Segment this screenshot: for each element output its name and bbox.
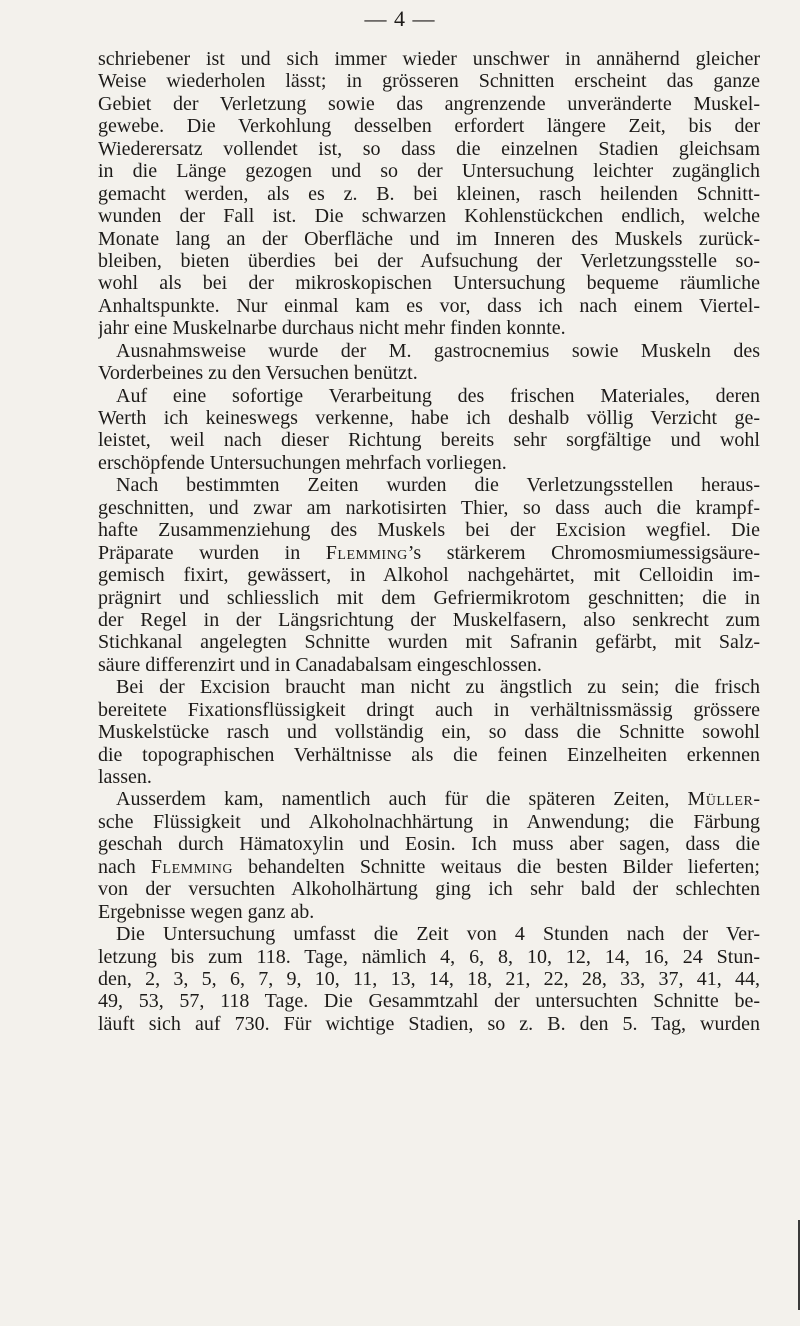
text-line <box>98 676 760 698</box>
text-line <box>98 587 760 609</box>
body-text <box>98 48 760 1035</box>
text-line <box>98 70 760 92</box>
text-line-content: Ausserdem kam, namentlich auch für die späteren Zeiten, <box>116 788 688 811</box>
text-line-content: Bei der Excision braucht man nicht zu ängstlich zu sein; die frisch <box>116 676 760 699</box>
text-line <box>98 183 760 205</box>
text-line-content: der Regel in der Längsrichtung der Muskelfasern, also senkrecht zum <box>98 608 760 631</box>
text-line-content: prägnirt und schliesslich mit dem Gefriermikrotom geschnitten; die in <box>98 586 760 609</box>
text-line-content: letzung bis zum 118. Tage, nämlich 4, 6, 8, 10, 12, 14, 16, 24 Stun- <box>98 945 760 968</box>
text-line <box>98 452 760 474</box>
text-line <box>98 295 760 317</box>
author-name: Flemming <box>150 855 233 878</box>
author-name: Flemming <box>325 541 408 564</box>
text-line <box>98 385 760 407</box>
text-line <box>98 856 760 878</box>
text-line <box>98 497 760 519</box>
text-line-content: hafte Zusammenziehung des Muskels bei der Excision wegfiel. Die <box>98 519 760 542</box>
text-line-content: Ausnahmsweise wurde der M. gastrocnemius sowie Muskeln des <box>116 339 760 362</box>
text-line <box>98 744 760 766</box>
text-line <box>98 654 760 676</box>
text-line-content: Nach bestimmten Zeiten wurden die Verletzungsstellen heraus- <box>116 474 760 497</box>
text-line <box>98 788 760 810</box>
text-line-content: Weise wiederholen lässt; in grösseren Schnitten erscheint das ganze <box>98 70 760 93</box>
text-line-content: 49, 53, 57, 118 Tage. Die Gesammtzahl der untersuchten Schnitte be- <box>98 990 760 1013</box>
text-line <box>98 272 760 294</box>
text-line <box>98 923 760 945</box>
text-line-content: bereitete Fixationsflüssigkeit dringt auch in verhältnissmässig grössere <box>98 698 760 721</box>
text-line-content: Anhaltspunkte. Nur einmal kam es vor, dass ich nach einem Viertel- <box>98 294 760 317</box>
text-line-content: wunden der Fall ist. Die schwarzen Kohlenstückchen endlich, welche <box>98 205 760 228</box>
text-line <box>98 946 760 968</box>
text-line-content: von der versuchten Alkoholhärtung ging ich sehr bald der schlechten <box>98 878 760 901</box>
text-line <box>98 990 760 1012</box>
text-line-content: säure differenzirt und in Canadabalsam eingeschlossen. <box>98 653 542 676</box>
page-number-header: — 4 — <box>364 6 436 31</box>
text-line-content: gemacht werden, als es z. B. bei kleinen, rasch heilenden Schnitt- <box>98 182 760 205</box>
text-line-continuation: behandelten Schnitte weitaus die besten Bilder lieferten; <box>232 855 760 878</box>
text-line-content: die topographischen Verhältnisse als die feinen Einzelheiten erkennen <box>98 743 760 766</box>
text-line-content: Auf eine sofortige Verarbeitung des frischen Materiales, deren <box>116 384 760 407</box>
text-line <box>98 901 760 923</box>
text-line <box>98 542 760 564</box>
text-line-content: bleiben, bieten überdies bei der Aufsuchung der Verletzungsstelle so- <box>98 249 760 272</box>
text-line-content: gewebe. Die Verkohlung desselben erfordert längere Zeit, bis der <box>98 115 760 138</box>
text-line-content: nach <box>98 855 151 878</box>
text-line <box>98 115 760 137</box>
text-line-content: Gebiet der Verletzung sowie das angrenzende unveränderte Muskel- <box>98 92 760 115</box>
text-line-content: Vorderbeines zu den Versuchen benützt. <box>98 362 418 385</box>
text-line-content: schriebener ist und sich immer wieder unschwer in annähernd gleicher <box>98 48 760 70</box>
text-line-content: läuft sich auf 730. Für wichtige Stadien, so z. B. den 5. Tag, wurden <box>98 1012 760 1035</box>
text-line-content: leistet, weil nach dieser Richtung bereits sehr sorgfältige und wohl <box>98 429 760 452</box>
text-line <box>98 699 760 721</box>
text-line-content: jahr eine Muskelnarbe durchaus nicht mehr finden konnte. <box>98 317 566 340</box>
text-line <box>98 474 760 496</box>
text-line <box>98 968 760 990</box>
text-line <box>98 407 760 429</box>
text-line <box>98 228 760 250</box>
text-line-content: wohl als bei der mikroskopischen Untersuchung bequeme räumliche <box>98 272 760 295</box>
text-line-content: in die Länge gezogen und so der Untersuchung leichter zugänglich <box>98 160 760 183</box>
text-line-continuation: - <box>753 788 760 811</box>
text-line-content: den, 2, 3, 5, 6, 7, 9, 10, 11, 13, 14, 18, 21, 22, 28, 33, 37, 41, 44, <box>98 967 760 990</box>
text-line-content: sche Flüssigkeit und Alkoholnachhärtung in Anwendung; die Färbung <box>98 810 760 833</box>
text-line-content: lassen. <box>98 766 152 788</box>
text-line <box>98 766 760 788</box>
text-line-content: Werth ich keineswegs verkenne, habe ich deshalb völlig Verzicht ge- <box>98 407 760 429</box>
text-line-content: geschah durch Hämatoxylin und Eosin. Ich muss aber sagen, dass die <box>98 833 760 856</box>
text-line <box>98 138 760 160</box>
text-line <box>98 340 760 362</box>
text-line <box>98 250 760 272</box>
text-line-content: Muskelstücke rasch und vollständig ein, so dass die Schnitte sowohl <box>98 721 760 744</box>
text-line-content: erschöpfende Untersuchungen mehrfach vorliegen. <box>98 451 507 474</box>
text-line <box>98 833 760 855</box>
text-line-continuation: ’s stärkerem Chromosmiumessigsäure- <box>407 541 760 564</box>
text-line-content: Präparate wurden in <box>98 541 326 564</box>
author-name: Müller <box>687 788 754 811</box>
text-line <box>98 721 760 743</box>
text-line <box>98 519 760 541</box>
text-line <box>98 48 760 70</box>
text-line <box>98 205 760 227</box>
text-line <box>98 878 760 900</box>
text-line-content: Die Untersuchung umfasst die Zeit von 4 Stunden nach der Ver- <box>116 923 760 946</box>
text-line-content: Stichkanal angelegten Schnitte wurden mit Safranin gefärbt, mit Salz- <box>98 631 760 654</box>
text-line <box>98 811 760 833</box>
text-line-content: geschnitten, und zwar am narkotisirten Thier, so dass auch die krampf- <box>98 496 760 519</box>
text-line-content: Wiederersatz vollendet ist, so dass die einzelnen Stadien gleichsam <box>98 137 760 160</box>
text-line <box>98 631 760 653</box>
text-line <box>98 564 760 586</box>
text-line-content: Monate lang an der Oberfläche und im Inneren des Muskels zurück- <box>98 227 760 250</box>
text-line <box>98 93 760 115</box>
text-line <box>98 160 760 182</box>
text-line <box>98 1013 760 1035</box>
text-line <box>98 429 760 451</box>
text-line <box>98 362 760 384</box>
text-line <box>98 317 760 339</box>
text-line-content: Ergebnisse wegen ganz ab. <box>98 900 315 923</box>
text-line <box>98 609 760 631</box>
text-line-content: gemisch fixirt, gewässert, in Alkohol nachgehärtet, mit Celloidin im- <box>98 564 760 587</box>
